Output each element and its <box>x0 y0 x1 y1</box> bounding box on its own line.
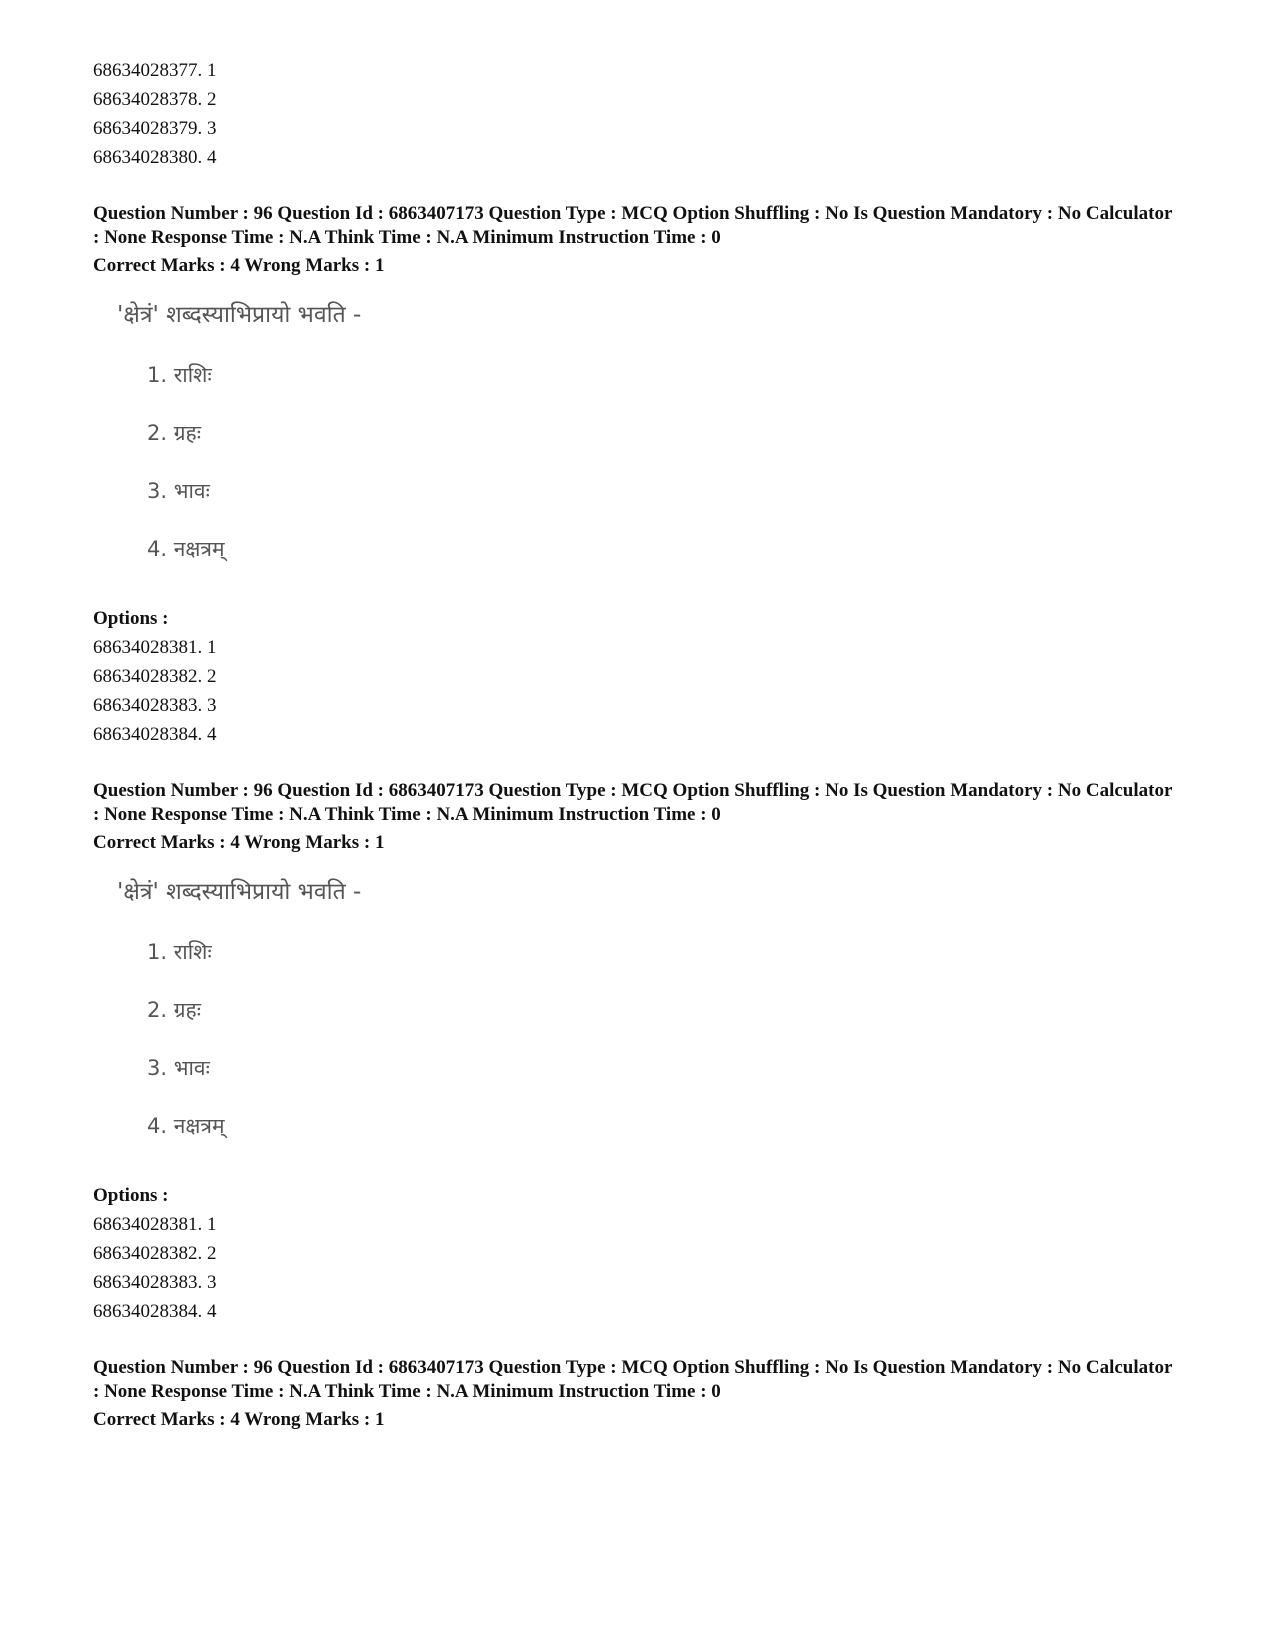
previous-options-list <box>93 56 1193 172</box>
question-marks: Correct Marks : 4 Wrong Marks : 1 <box>93 255 385 276</box>
option-line: 68634028381. 1 <box>93 637 217 658</box>
question-stem: 'क्षेत्रं' शब्दस्याभिप्रायो भवति - <box>117 302 362 328</box>
question-choice: 4. नक्षत्रम् <box>147 1114 225 1138</box>
question-choice: 1. राशिः <box>147 940 212 964</box>
question-choice: 2. ग्रहः <box>147 998 201 1022</box>
question-header: Question Number : 96 Question Id : 6863407173 Question Type : MCQ Option Shuffling : No Is Question Mandatory : No Calculator : None Response Time : N.A Think Time : N.A Minimum Instruction Time : 0 <box>93 1357 1173 1402</box>
question-choice: 3. भावः <box>147 479 210 503</box>
option-line: 68634028377. 1 <box>93 60 217 81</box>
question-header: Question Number : 96 Question Id : 6863407173 Question Type : MCQ Option Shuffling : No Is Question Mandatory : No Calculator : None Response Time : N.A Think Time : N.A Minimum Instruction Time : 0 <box>93 780 1173 825</box>
question-choice: 2. ग्रहः <box>147 421 201 445</box>
option-line: 68634028384. 4 <box>93 1301 217 1322</box>
option-line: 68634028382. 2 <box>93 1243 217 1264</box>
question-stem: 'क्षेत्रं' शब्दस्याभिप्रायो भवति - <box>117 879 362 905</box>
option-line: 68634028382. 2 <box>93 666 217 687</box>
question-image <box>117 300 1193 600</box>
question-marks: Correct Marks : 4 Wrong Marks : 1 <box>93 832 385 853</box>
question-block <box>93 779 1193 1326</box>
option-line: 68634028384. 4 <box>93 724 217 745</box>
options-title: Options : <box>93 608 169 629</box>
question-block <box>93 202 1193 749</box>
option-line: 68634028379. 3 <box>93 118 217 139</box>
option-line: 68634028380. 4 <box>93 147 217 168</box>
option-line: 68634028383. 3 <box>93 695 217 716</box>
question-choice: 1. राशिः <box>147 363 212 387</box>
question-block <box>93 1356 1193 1432</box>
option-line: 68634028381. 1 <box>93 1214 217 1235</box>
question-header: Question Number : 96 Question Id : 6863407173 Question Type : MCQ Option Shuffling : No Is Question Mandatory : No Calculator : None Response Time : N.A Think Time : N.A Minimum Instruction Time : 0 <box>93 203 1173 248</box>
options-title: Options : <box>93 1185 169 1206</box>
question-choice: 4. नक्षत्रम् <box>147 537 225 561</box>
question-choice: 3. भावः <box>147 1056 210 1080</box>
option-line: 68634028383. 3 <box>93 1272 217 1293</box>
document-page <box>93 56 1193 1432</box>
question-marks: Correct Marks : 4 Wrong Marks : 1 <box>93 1409 385 1430</box>
question-image <box>117 877 1193 1177</box>
option-line: 68634028378. 2 <box>93 89 217 110</box>
